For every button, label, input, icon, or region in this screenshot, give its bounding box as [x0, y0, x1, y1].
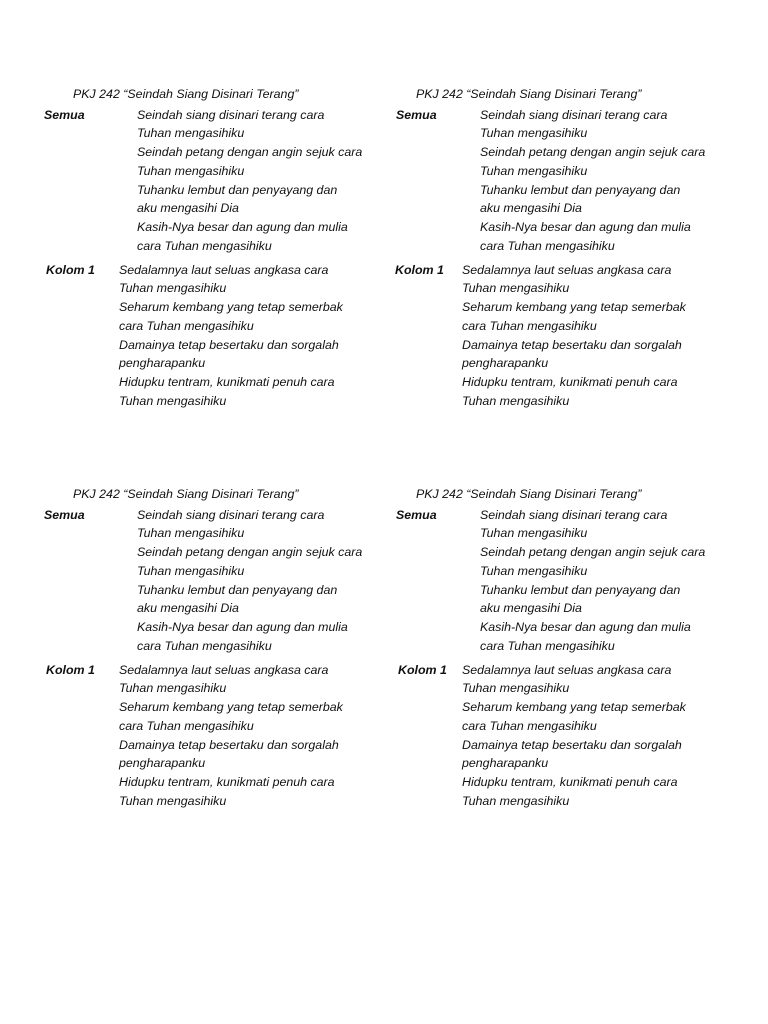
semua-label: Semua — [396, 507, 437, 522]
semua-label: Semua — [396, 107, 437, 122]
verse-line: Tuhan mengasihiku — [137, 563, 245, 578]
verse-line: Damainya tetap besertaku dan sorgalah — [119, 337, 339, 352]
verse-line: Tuhan mengasihiku — [119, 681, 227, 696]
verse-line: cara Tuhan mengasihiku — [480, 639, 615, 654]
song-block-bottom-right — [387, 487, 727, 817]
verse-line: Hidupku tentram, kunikmati penuh cara — [462, 375, 678, 390]
verse-line: Tuhan mengasihiku — [480, 126, 588, 141]
verse-line: Hidupku tentram, kunikmati penuh cara — [119, 775, 335, 790]
song-title: PKJ 242 “Seindah Siang Disinari Terang” — [73, 87, 299, 101]
verse-line: Tuhan mengasihiku — [480, 163, 588, 178]
verse-line: Seindah siang disinari terang cara — [480, 107, 668, 122]
verse-line: cara Tuhan mengasihiku — [462, 718, 597, 733]
verse-line: Sedalamnya laut seluas angkasa cara — [119, 262, 329, 277]
verse-line: Sedalamnya laut seluas angkasa cara — [462, 262, 672, 277]
verse-line: Sedalamnya laut seluas angkasa cara — [119, 662, 329, 677]
verse-line: Kasih-Nya besar dan agung dan mulia — [480, 220, 691, 235]
verse-line: Hidupku tentram, kunikmati penuh cara — [119, 375, 335, 390]
verse-line: Tuhan mengasihiku — [480, 526, 588, 541]
verse-line: pengharapanku — [462, 356, 549, 371]
verse-line: Kasih-Nya besar dan agung dan mulia — [137, 620, 348, 635]
kolom-verse — [119, 661, 343, 811]
verse-line: Tuhan mengasihiku — [137, 526, 245, 541]
verse-line: Tuhanku lembut dan penyayang dan — [137, 582, 338, 597]
verse-line: pengharapanku — [119, 756, 206, 771]
verse-line: Tuhan mengasihiku — [462, 681, 570, 696]
verse-line: cara Tuhan mengasihiku — [119, 718, 254, 733]
verse-line: Seindah siang disinari terang cara — [480, 507, 668, 522]
song-title: PKJ 242 “Seindah Siang Disinari Terang” — [416, 487, 642, 501]
verse-line: Seharum kembang yang tetap semerbak — [119, 300, 343, 315]
song-title: PKJ 242 “Seindah Siang Disinari Terang” — [73, 487, 299, 501]
verse-line: Tuhan mengasihiku — [462, 281, 570, 296]
song-block-top-right — [387, 87, 727, 417]
verse-line: Tuhan mengasihiku — [462, 794, 570, 809]
verse-line: Tuhan mengasihiku — [480, 563, 588, 578]
verse-line: pengharapanku — [462, 756, 549, 771]
verse-line: Tuhan mengasihiku — [119, 394, 227, 409]
semua-label: Semua — [44, 507, 85, 522]
verse-line: Damainya tetap besertaku dan sorgalah — [119, 737, 339, 752]
verse-line: Seindah petang dengan angin sejuk cara — [137, 145, 363, 160]
verse-line: Tuhanku lembut dan penyayang dan — [137, 182, 338, 197]
semua-label: Semua — [44, 107, 85, 122]
verse-line: Seindah siang disinari terang cara — [137, 507, 325, 522]
semua-verse — [137, 506, 362, 656]
verse-line: Damainya tetap besertaku dan sorgalah — [462, 337, 682, 352]
verse-line: Seharum kembang yang tetap semerbak — [119, 700, 343, 715]
kolom-verse — [462, 261, 686, 411]
verse-line: cara Tuhan mengasihiku — [119, 318, 254, 333]
verse-line: aku mengasihi Dia — [137, 201, 239, 216]
verse-line: Seindah siang disinari terang cara — [137, 107, 325, 122]
verse-line: aku mengasihi Dia — [480, 601, 582, 616]
verse-line: Tuhan mengasihiku — [137, 126, 245, 141]
verse-line: Sedalamnya laut seluas angkasa cara — [462, 662, 672, 677]
verse-line: cara Tuhan mengasihiku — [137, 639, 272, 654]
verse-line: Tuhan mengasihiku — [119, 281, 227, 296]
verse-line: Kasih-Nya besar dan agung dan mulia — [480, 620, 691, 635]
kolom-label: Kolom 1 — [46, 262, 95, 277]
verse-line: Seindah petang dengan angin sejuk cara — [480, 545, 706, 560]
song-block-top-left — [44, 87, 384, 417]
verse-line: pengharapanku — [119, 356, 206, 371]
verse-line: cara Tuhan mengasihiku — [137, 239, 272, 254]
verse-line: Seindah petang dengan angin sejuk cara — [137, 545, 363, 560]
verse-line: Tuhan mengasihiku — [119, 794, 227, 809]
verse-line: Tuhanku lembut dan penyayang dan — [480, 182, 681, 197]
semua-verse — [480, 506, 705, 656]
kolom-label: Kolom 1 — [395, 262, 444, 277]
kolom-label: Kolom 1 — [398, 662, 447, 677]
verse-line: Tuhan mengasihiku — [137, 163, 245, 178]
verse-line: Kasih-Nya besar dan agung dan mulia — [137, 220, 348, 235]
verse-line: Seharum kembang yang tetap semerbak — [462, 700, 686, 715]
verse-line: Seindah petang dengan angin sejuk cara — [480, 145, 706, 160]
kolom-verse — [119, 261, 343, 411]
verse-line: Tuhan mengasihiku — [462, 394, 570, 409]
verse-line: aku mengasihi Dia — [480, 201, 582, 216]
semua-verse — [480, 106, 705, 256]
semua-verse — [137, 106, 362, 256]
song-title: PKJ 242 “Seindah Siang Disinari Terang” — [416, 87, 642, 101]
kolom-verse — [462, 661, 686, 811]
verse-line: Seharum kembang yang tetap semerbak — [462, 300, 686, 315]
kolom-label: Kolom 1 — [46, 662, 95, 677]
verse-line: Damainya tetap besertaku dan sorgalah — [462, 737, 682, 752]
verse-line: cara Tuhan mengasihiku — [462, 318, 597, 333]
song-block-bottom-left — [44, 487, 384, 817]
verse-line: Hidupku tentram, kunikmati penuh cara — [462, 775, 678, 790]
verse-line: aku mengasihi Dia — [137, 601, 239, 616]
verse-line: Tuhanku lembut dan penyayang dan — [480, 582, 681, 597]
verse-line: cara Tuhan mengasihiku — [480, 239, 615, 254]
